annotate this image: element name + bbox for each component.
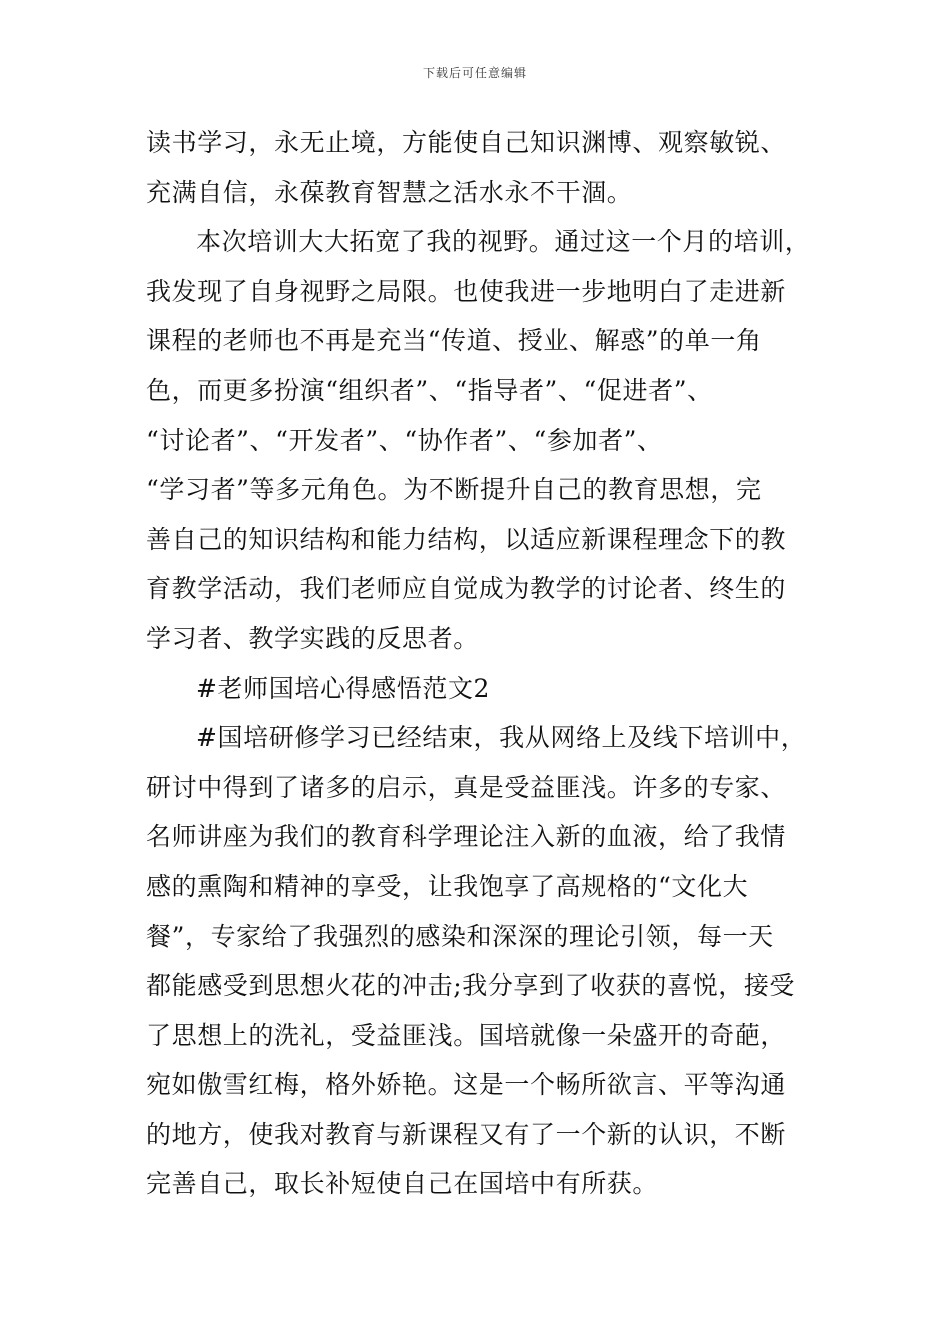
text-line: 完善自己，取长补短使自己在国培中有所获。 <box>146 1169 659 1199</box>
text-line: 色，而更多扮演“组织者”、“指导者”、“促进者”、 <box>146 375 713 405</box>
text-line: #老师国培心得感悟范文2 <box>196 673 491 703</box>
text-line: 都能感受到思想火花的冲击;我分享到了收获的喜悦，接受 <box>146 971 796 1001</box>
text-line: “学习者”等多元角色。为不断提升自己的教育思想，完 <box>146 475 762 505</box>
text-line: 善自己的知识结构和能力结构，以适应新课程理念下的教 <box>146 524 787 554</box>
text-line: 充满自信，永葆教育智慧之活水永不干涸。 <box>146 177 633 207</box>
document-body <box>146 118 826 1209</box>
text-line: 我发现了自身视野之局限。也使我进一步地明白了走进新 <box>146 276 787 306</box>
page-header: 下载后可任意编辑 <box>422 66 527 80</box>
text-line: 名师讲座为我们的教育科学理论注入新的血液，给了我情 <box>146 822 787 852</box>
text-line: 餐”，专家给了我强烈的感染和深深的理论引领，每一天 <box>146 921 774 951</box>
text-line: 研讨中得到了诸多的启示，真是受益匪浅。许多的专家、 <box>146 772 787 802</box>
text-line: 课程的老师也不再是充当“传道、授业、解惑”的单一角 <box>146 326 762 356</box>
text-line: #国培研修学习已经结束，我从网络上及线下培训中， <box>196 723 807 753</box>
text-line: 感的熏陶和精神的享受，让我饱享了高规格的“文化大 <box>146 871 749 901</box>
text-line: 读书学习，永无止境，方能使自己知识渊博、观察敏锐、 <box>146 128 787 157</box>
text-line: “讨论者”、“开发者”、“协作者”、“参加者”、 <box>146 425 663 455</box>
text-line: 的地方，使我对教育与新课程又有了一个新的认识，不断 <box>146 1119 787 1149</box>
text-line: 学习者、教学实践的反思者。 <box>146 623 479 653</box>
text-line: 本次培训大大拓宽了我的视野。通过这一个月的培训， <box>196 227 811 257</box>
text-line: 了思想上的洗礼，受益匪浅。国培就像一朵盛开的奇葩， <box>146 1020 787 1050</box>
text-line: 育教学活动，我们老师应自觉成为教学的讨论者、终生的 <box>146 574 787 604</box>
text-line: 宛如傲雪红梅，格外娇艳。这是一个畅所欲言、平等沟通 <box>146 1070 787 1100</box>
